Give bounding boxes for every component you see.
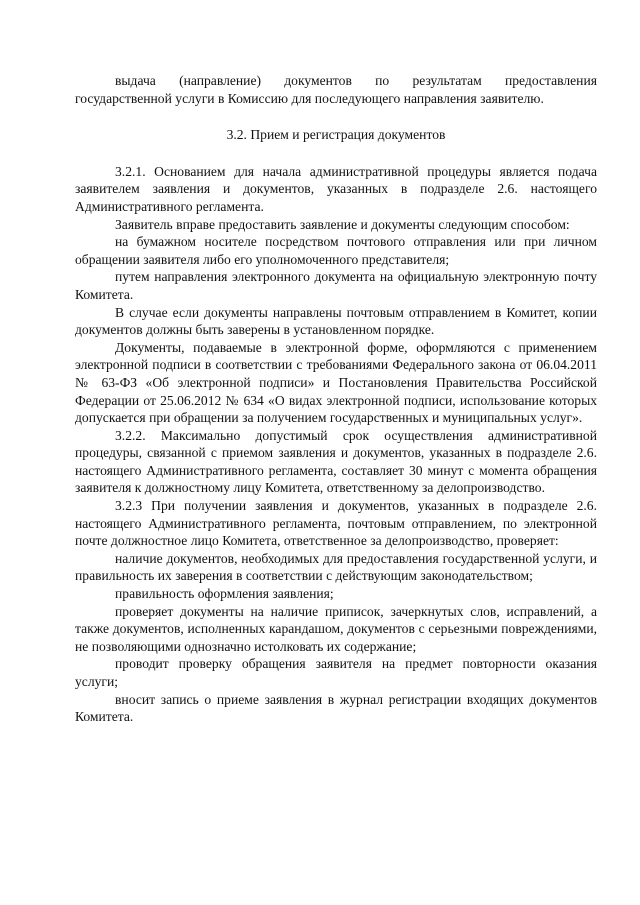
section-title: 3.2. Прием и регистрация документов [226, 127, 446, 143]
paragraph-journal-entry: вносит запись о приеме заявления в журнал регистрации входящих документов Комитета. [75, 691, 597, 725]
paragraph-email: путем направления электронного документа на официальную электронную почту Комитета. [75, 269, 597, 302]
paragraph-3-2-3: 3.2.3 При получении заявления и документов, указанных в подразделе 2.6. настоящего Административного регламента, почтовым отправлением, по электронной почте должностное лицо Комитета, ответственное за делопроизводство, проверяет: [75, 498, 597, 549]
intro-paragraph: выдача (направление) документов по результатам предоставления государственной услуги в Комиссию для последующего направления заявителю. [75, 73, 597, 106]
paragraph-paper-carrier: на бумажном носителе посредством почтового отправления или при личном обращении заявителя либо его уполномоченного представителя; [75, 234, 597, 267]
spacer [75, 107, 597, 126]
paragraph-electronic-signature: Документы, подаваемые в электронной форме, оформляются с применением электронной подписи в соответствии с требованиями Федерального закона от 06.04.2011 № 63-ФЗ «Об электронной подписи» и Постановления Правительства Российской Федерации от 25.06.2012 № 634 «О видах электронной подписи, использование которых допускается при обращении за получением государственных и муниципальных услуг». [75, 339, 597, 426]
paragraph-postal-copies: В случае если документы направлены почтовым отправлением в Комитет, копии документов должны быть заверены в установленном порядке. [75, 304, 597, 338]
paragraph-3-2-1: 3.2.1. Основанием для начала административной процедуры является подача заявителем заявления и документов, указанных в подразделе 2.6. настоящего Административного регламента. [75, 163, 597, 214]
paragraph-check-form: правильность оформления заявления; [115, 586, 334, 602]
paragraph-3-2-2: 3.2.2. Максимально допустимый срок осуществления административной процедуры, связанной с приемом заявления и документов, указанных в подразделе 2.6. настоящего Административного регламента, составляет 30 минут с момента обращения заявителя к должностному лицу Комитета, ответственному за делопроизводство. [75, 427, 597, 496]
document-page [75, 72, 597, 726]
spacer [75, 144, 597, 163]
paragraph-check-documents: наличие документов, необходимых для предоставления государственной услуги, и правильность их заверения в соответствии с действующим законодательством; [75, 550, 597, 584]
paragraph-check-corrections: проверяет документы на наличие приписок, зачеркнутых слов, исправлений, а также документов, исполненных карандашом, документов с серьезными повреждениями, не позволяющими однозначно истолковать их содержание; [75, 603, 597, 654]
paragraph-submission-method: Заявитель вправе предоставить заявление и документы следующим способом: [115, 216, 570, 232]
paragraph-check-repeat: проводит проверку обращения заявителя на предмет повторности оказания услуги; [75, 656, 597, 689]
